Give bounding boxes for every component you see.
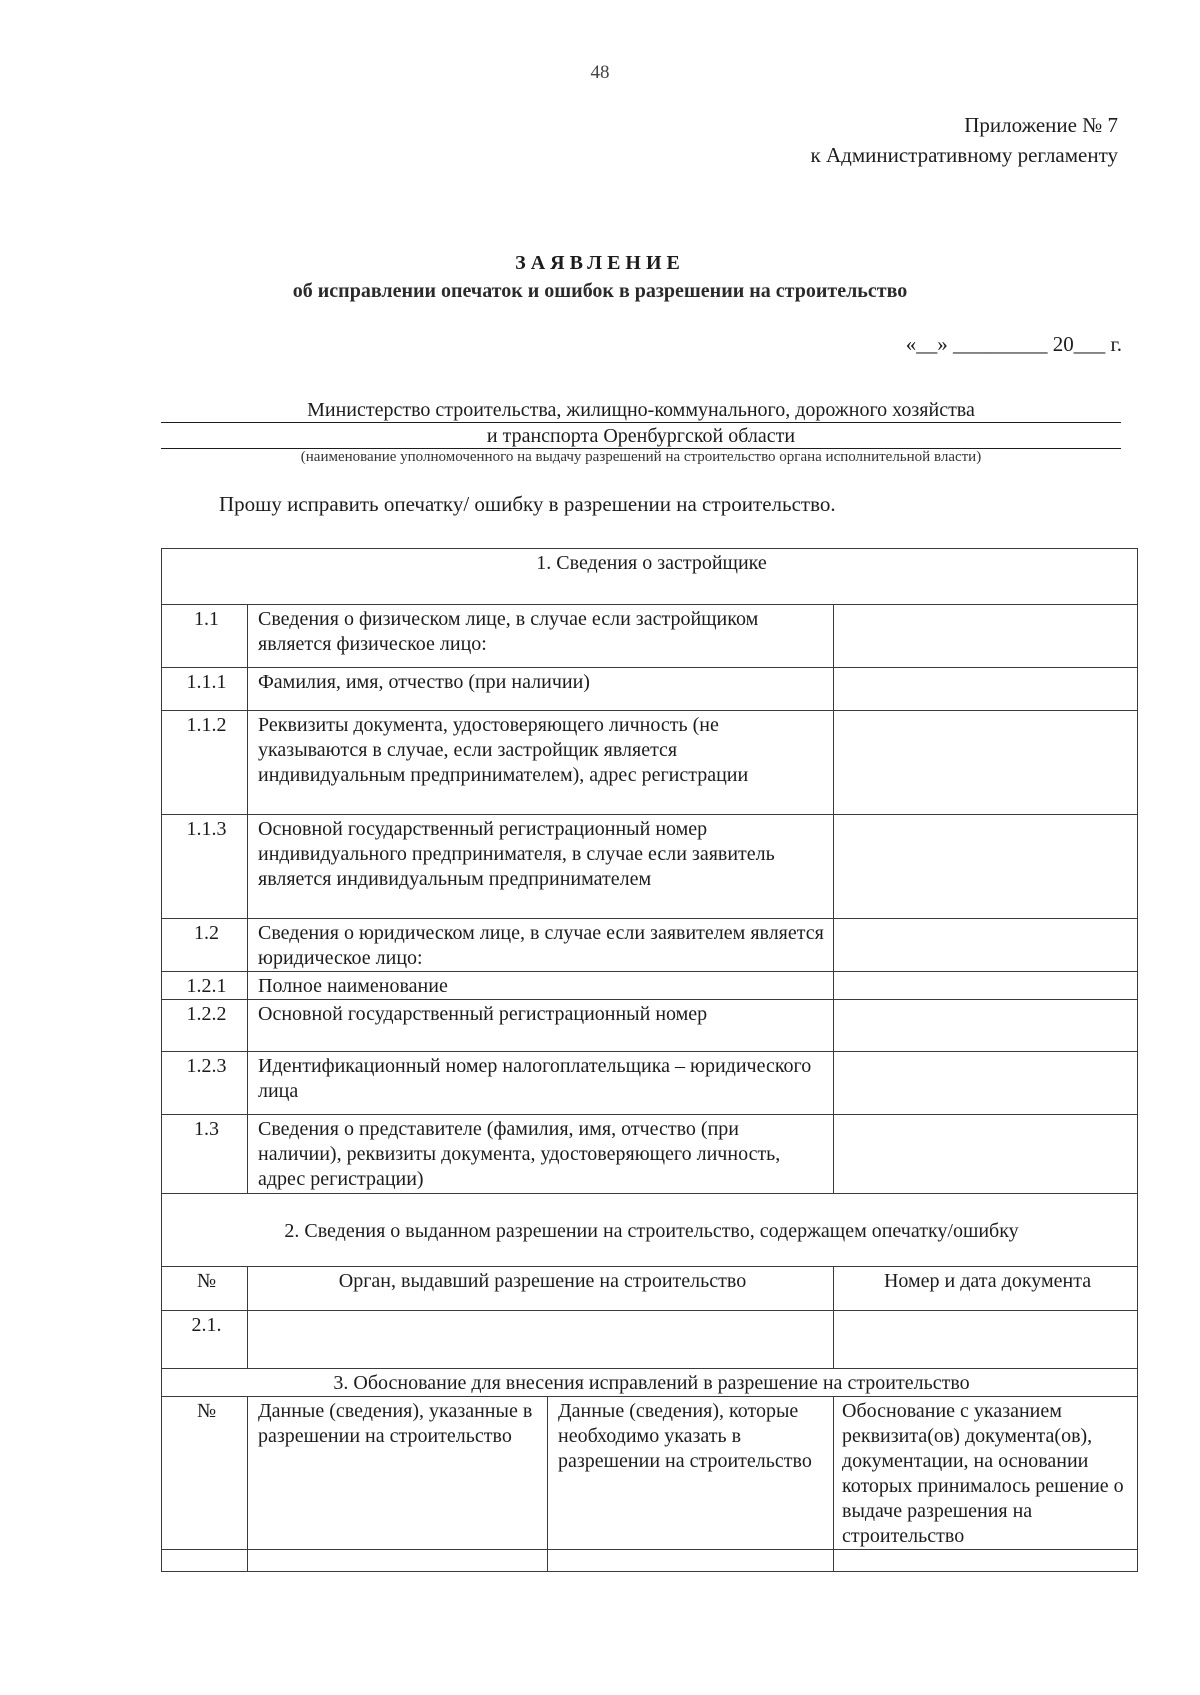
date-line: «__» _________ 20___ г. bbox=[905, 332, 1122, 356]
row-number: 1.2.1 bbox=[162, 972, 248, 1000]
row-label: Сведения о представителе (фамилия, имя, отчество (при наличии), реквизиты документа, удостоверяющего личность, адрес регистрации) bbox=[248, 1115, 834, 1194]
justification-field[interactable] bbox=[834, 1550, 1138, 1572]
row-number: 1.2.3 bbox=[162, 1052, 248, 1115]
application-form-table bbox=[161, 548, 1138, 1572]
current-data-field[interactable] bbox=[248, 1550, 548, 1572]
issuing-authority-field[interactable] bbox=[248, 1311, 834, 1369]
appendix-line-1: Приложение № 7 bbox=[964, 113, 1118, 137]
row-label: Полное наименование bbox=[248, 972, 834, 1000]
table-row bbox=[162, 1311, 1138, 1369]
row-value-field[interactable] bbox=[834, 605, 1138, 668]
authority-line-1: Министерство строительства, жилищно-коммунального, дорожного хозяйства bbox=[161, 398, 1121, 423]
row-label: Фамилия, имя, отчество (при наличии) bbox=[248, 668, 834, 711]
row-label: Основной государственный регистрационный номер bbox=[248, 1000, 834, 1052]
row-number: 1.1 bbox=[162, 605, 248, 668]
row-label: Идентификационный номер налогоплательщика – юридического лица bbox=[248, 1052, 834, 1115]
table-row bbox=[162, 668, 1138, 711]
row-value-field[interactable] bbox=[834, 1000, 1138, 1052]
row-number: 2.1. bbox=[162, 1311, 248, 1369]
table-row bbox=[162, 605, 1138, 668]
authority-caption: (наименование уполномоченного на выдачу разрешений на строительство органа исполнительной власти) bbox=[300, 449, 982, 465]
row-label: Сведения о юридическом лице, в случае если заявителем является юридическое лицо: bbox=[248, 919, 834, 972]
required-data-field[interactable] bbox=[548, 1550, 834, 1572]
appendix-line-2: к Административному регламенту bbox=[810, 143, 1118, 167]
authority-line-2: и транспорта Оренбургской области bbox=[161, 424, 1121, 449]
section-3-title: 3. Обоснование для внесения исправлений в разрешение на строительство bbox=[162, 1369, 1138, 1397]
section-2-title: 2. Сведения о выданном разрешении на строительство, содержащем опечатку/ошибку bbox=[162, 1194, 1138, 1267]
row-value-field[interactable] bbox=[834, 815, 1138, 919]
table-row bbox=[162, 711, 1138, 815]
row-number-field[interactable] bbox=[162, 1550, 248, 1572]
table-row bbox=[162, 919, 1138, 972]
table-row bbox=[162, 972, 1138, 1000]
row-label: Реквизиты документа, удостоверяющего личность (не указываются в случае, если застройщик является индивидуальным предпринимателем), адрес регистрации bbox=[248, 711, 834, 815]
column-header-required-data: Данные (сведения), которые необходимо указать в разрешении на строительство bbox=[548, 1397, 834, 1550]
row-number: 1.1.1 bbox=[162, 668, 248, 711]
column-header-current-data: Данные (сведения), указанные в разрешении на строительство bbox=[248, 1397, 548, 1550]
table-row bbox=[162, 1550, 1138, 1572]
section-3-header-row bbox=[162, 1369, 1138, 1397]
table-row bbox=[162, 1000, 1138, 1052]
row-value-field[interactable] bbox=[834, 668, 1138, 711]
column-header-number: № bbox=[162, 1267, 248, 1311]
section-2-header-row bbox=[162, 1194, 1138, 1267]
row-value-field[interactable] bbox=[834, 711, 1138, 815]
table-row bbox=[162, 815, 1138, 919]
row-label: Основной государственный регистрационный номер индивидуального предпринимателя, в случае если заявитель является индивидуальным предпринимателем bbox=[248, 815, 834, 919]
row-number: 1.1.3 bbox=[162, 815, 248, 919]
section-1-title: 1. Сведения о застройщике bbox=[162, 549, 1138, 605]
row-value-field[interactable] bbox=[834, 972, 1138, 1000]
row-value-field[interactable] bbox=[834, 1115, 1138, 1194]
document-subtitle: об исправлении опечаток и ошибок в разрешении на строительство bbox=[292, 280, 908, 302]
document-number-date-field[interactable] bbox=[834, 1311, 1138, 1369]
table-row bbox=[162, 1052, 1138, 1115]
row-label: Сведения о физическом лице, в случае если застройщиком является физическое лицо: bbox=[248, 605, 834, 668]
document-title: ЗАЯВЛЕНИЕ bbox=[515, 252, 685, 274]
request-text: Прошу исправить опечатку/ ошибку в разрешении на строительство. bbox=[219, 492, 836, 516]
appendix-note bbox=[811, 110, 1118, 170]
column-header-justification: Обоснование с указанием реквизита(ов) документа(ов), документации, на основании которых принималось решение о выдаче разрешения на строительство bbox=[834, 1397, 1138, 1550]
section-3-column-header-row bbox=[162, 1397, 1138, 1550]
section-1-header-row bbox=[162, 549, 1138, 605]
table-row bbox=[162, 1115, 1138, 1194]
column-header-number: № bbox=[162, 1397, 248, 1550]
section-2-column-header-row bbox=[162, 1267, 1138, 1311]
column-header-document-number-date: Номер и дата документа bbox=[834, 1267, 1138, 1311]
page-number: 48 bbox=[590, 62, 610, 83]
row-number: 1.2 bbox=[162, 919, 248, 972]
row-number: 1.2.2 bbox=[162, 1000, 248, 1052]
row-number: 1.1.2 bbox=[162, 711, 248, 815]
column-header-issuing-authority: Орган, выдавший разрешение на строительство bbox=[248, 1267, 834, 1311]
row-value-field[interactable] bbox=[834, 919, 1138, 972]
row-value-field[interactable] bbox=[834, 1052, 1138, 1115]
row-number: 1.3 bbox=[162, 1115, 248, 1194]
